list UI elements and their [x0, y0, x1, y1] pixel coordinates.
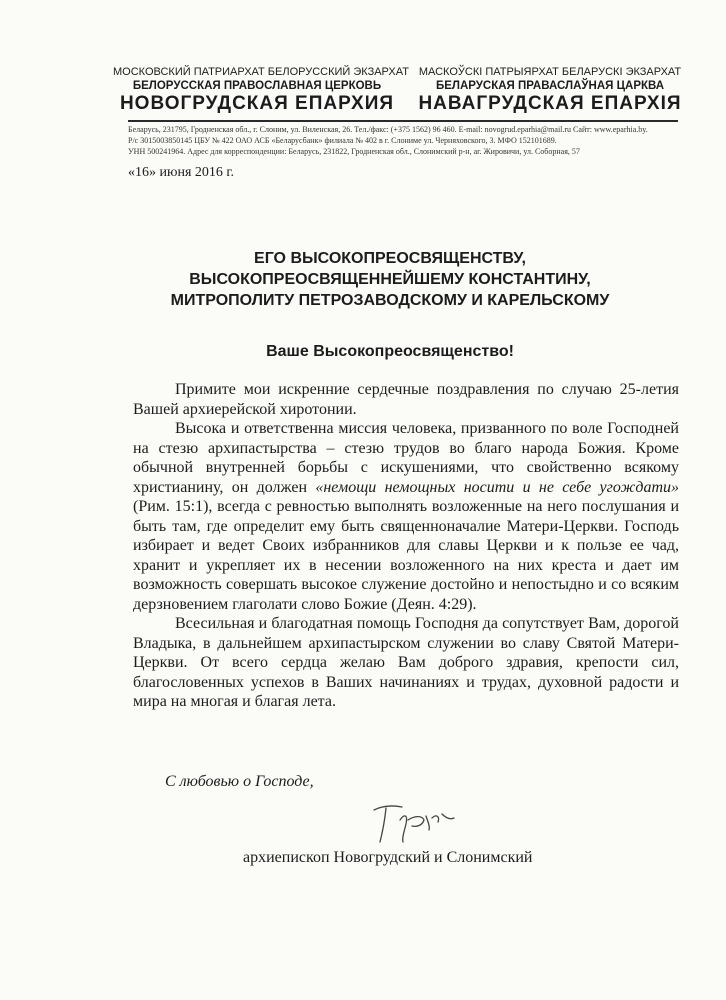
letter-body [133, 380, 679, 712]
letterhead-left-church: БЕЛОРУССКАЯ ПРАВОСЛАВНАЯ ЦЕРКОВЬ [132, 80, 382, 92]
paragraph-2-text: Высока и ответственна миссия человека, призванного по воле Господней на стезю архипастырства – стезю трудов во благо народа Божия. Кроме обычной внутренней борьбы с искушениями, что свойственно всякому христианину, он должен [133, 420, 679, 496]
letterhead-right-eparchy: НАВАГРУДСКАЯ ЕПАРХІЯ [418, 93, 682, 114]
handwritten-signature [372, 800, 467, 845]
letterhead-left-eparchy: НОВОГРУДСКАЯ ЕПАРХИЯ [119, 93, 395, 114]
letterhead-left-patriarchate: МОСКОВСКИЙ ПАТРИАРХАТ БЕЛОРУССКИЙ ЭКЗАРХАТ [113, 66, 409, 78]
paragraph-2-text-continued: (Рим. 15:1), всегда с ревностью выполнять возложенные на него послушания и быть там, где определит ему быть священноначалие Матери-Церкви. Господь избирает и ведет Своих избранников для славы Церкви и к пользе ее чад, хранит и укрепляет их в несении возложенного на них креста и дает им возможность совершать высокое служение достойно и непостыдно и со всяким дерзновением глаголати слово Божие (Деян. 4:29). [133, 498, 679, 613]
contact-address-line: Беларусь, 231795, Гродненская обл., г. Слоним, ул. Виленская, 26. Тел./факс: (+375 1562) 96 460. E-mail: novogrud.eparhia@mail.ru Сайт: www.eparhia.by. [128, 125, 648, 134]
body-paragraph-3: Всесильная и благодатная помощь Господня да сопутствует Вам, дорогой Владыка, в дальнейшем архипастырском служении во славу Святой Матери-Церкви. От всего сердца желаю Вам доброго здравия, крепости сил, благословенных успехов в Ваших начинаниях и трудах, духовной радости и мира на многая и благая лета. [133, 615, 679, 710]
signer-title: архиепископ Новогрудский и Слонимский [243, 849, 533, 866]
letterhead-left [113, 66, 409, 115]
letterhead-right [405, 66, 695, 115]
contact-bank-line: Р/с 3015003850145 ЦБУ № 422 ОАО АСБ «Беларусбанк» филиала № 402 в г. Слониме ул. Черняховского, 3. МФО 152101689. [128, 136, 557, 145]
letterhead-right-church: БЕЛАРУСКАЯ ПРАВАСЛАЎНАЯ ЦАРКВА [435, 80, 665, 92]
body-paragraph-2 [133, 419, 679, 614]
salutation: Ваше Высокопреосвященство! [266, 343, 514, 360]
letterhead-contact-details [128, 124, 678, 157]
letter-date: «16» июня 2016 г. [128, 165, 235, 180]
letterhead-divider [128, 120, 678, 122]
addressee-line: ВЫСОКОПРЕОСВЯЩЕННЕЙШЕМУ КОНСТАНТИНУ, [189, 271, 591, 288]
letterhead-right-patriarchate: МАСКОЎСКІ ПАТРЫЯРХАТ БЕЛАРУСКІ ЭКЗАРХАТ [418, 66, 682, 78]
body-paragraph-1: Примите мои искренние сердечные поздравления по случаю 25-летия Вашей архиерейской хиротонии. [133, 381, 679, 418]
addressee-block [100, 248, 680, 311]
contact-correspondence-line: УНН 500241964. Адрес для корреспонденции: Беларусь, 231822, Гродненская обл., Слонимский р-н, аг. Жировичи, ул. Соборная, 57 [128, 147, 580, 156]
closing-phrase: С любовью о Господе, [165, 773, 314, 790]
addressee-line: ЕГО ВЫСОКОПРЕОСВЯЩЕНСТВУ, [254, 250, 526, 267]
addressee-line: МИТРОПОЛИТУ ПЕТРОЗАВОДСКОМУ И КАРЕЛЬСКОМУ [170, 292, 610, 309]
scripture-quote: «немощи немощных носити и не себе угождати» [315, 478, 680, 496]
